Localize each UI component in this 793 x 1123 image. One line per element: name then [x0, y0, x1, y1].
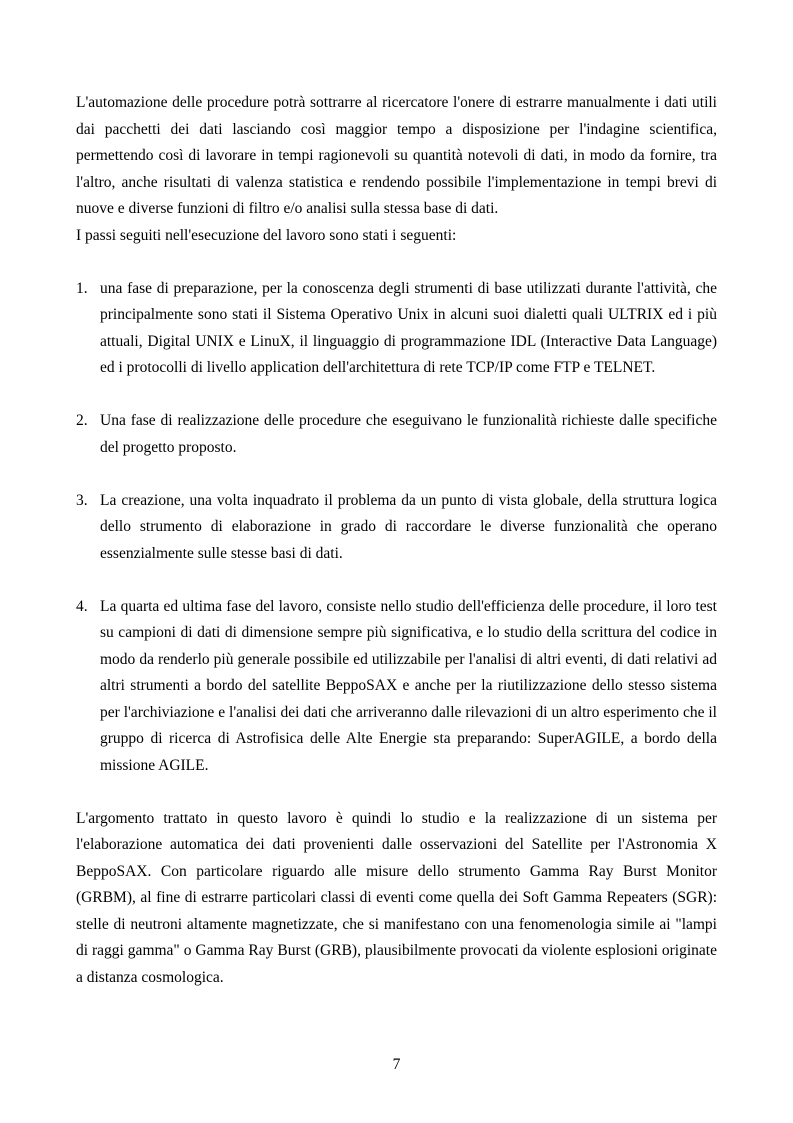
list-item-number: 4. — [76, 597, 88, 615]
page-number: 7 — [392, 1056, 401, 1073]
steps-list — [76, 276, 717, 780]
list-item — [76, 594, 717, 780]
list-item-number: 1. — [76, 279, 88, 297]
page-body — [76, 90, 717, 991]
list-item-text: La quarta ed ultima fase del lavoro, consiste nello studio dell'efficienza delle procedure, il loro test su campioni di dati di dimensione sempre più significativa, e lo studio della scrittura del codice in modo da renderlo più generale possibile ed utilizzabile per l'analisi di altri eventi, di dati relativi ad altri strumenti a bordo del satellite BeppoSAX e anche per la riutilizzazione dello stesso sistema per l'archiviazione e l'analisi dei dati che arriveranno dalle rilevazioni di un altro esperimento che il gruppo di ricerca di Astrofisica delle Alte Energie sta preparando: SuperAGILE, a bordo della missione AGILE. — [100, 597, 717, 774]
list-item-text: La creazione, una volta inquadrato il problema da un punto di vista globale, della struttura logica dello strumento di elaborazione in grado di raccordare le diverse funzionalità che operano essenzialmente sulle stesse basi di dati. — [100, 491, 717, 562]
list-item — [76, 276, 717, 382]
list-item-text: una fase di preparazione, per la conoscenza degli strumenti di base utilizzati durante l'attività, che principalmente sono stati il Sistema Operativo Unix in alcuni suoi dialetti quali ULTRIX ed i più attuali, Digital UNIX e LinuX, il linguaggio di programmazione IDL (Interactive Data Language) ed i protocolli di livello application dell'architettura di rete TCP/IP come FTP e TELNET. — [100, 279, 717, 376]
steps-intro: I passi seguiti nell'esecuzione del lavoro sono stati i seguenti: — [76, 226, 457, 244]
list-item-text: Una fase di realizzazione delle procedure che eseguivano le funzionalità richieste dalle specifiche del progetto proposto. — [100, 412, 717, 456]
list-item-number: 3. — [76, 491, 88, 509]
conclusion-paragraph: L'argomento trattato in questo lavoro è quindi lo studio e la realizzazione di un sistema per l'elaborazione automatica dei dati provenienti dalle osservazioni del Satellite per l'Astronomia X BeppoSAX. Con particolare riguardo alle misure dello strumento Gamma Ray Burst Monitor (GRBM), al fine di estrarre particolari classi di eventi come quella dei Soft Gamma Repeaters (SGR): stelle di neutroni altamente magnetizzate, che si manifestano con una fenomenologia simile ai "lampi di raggi gamma" o Gamma Ray Burst (GRB), plausibilmente provocati da violente esplosioni originate a distanza cosmologica. — [76, 809, 717, 986]
list-item — [76, 488, 717, 568]
list-item — [76, 408, 717, 461]
list-item-number: 2. — [76, 412, 88, 429]
intro-paragraph: L'automazione delle procedure potrà sottrarre al ricercatore l'onere di estrarre manualmente i dati utili dai pacchetti dei dati lasciando così maggior tempo a disposizione per l'indagine scientifica, permettendo così di lavorare in tempi ragionevoli su quantità notevoli di dati, in modo da fornire, tra l'altro, anche risultati di valenza statistica e rendendo possibile l'implementazione in tempi brevi di nuove e diverse funzioni di filtro e/o analisi sulla stessa base di dati. — [76, 94, 717, 217]
